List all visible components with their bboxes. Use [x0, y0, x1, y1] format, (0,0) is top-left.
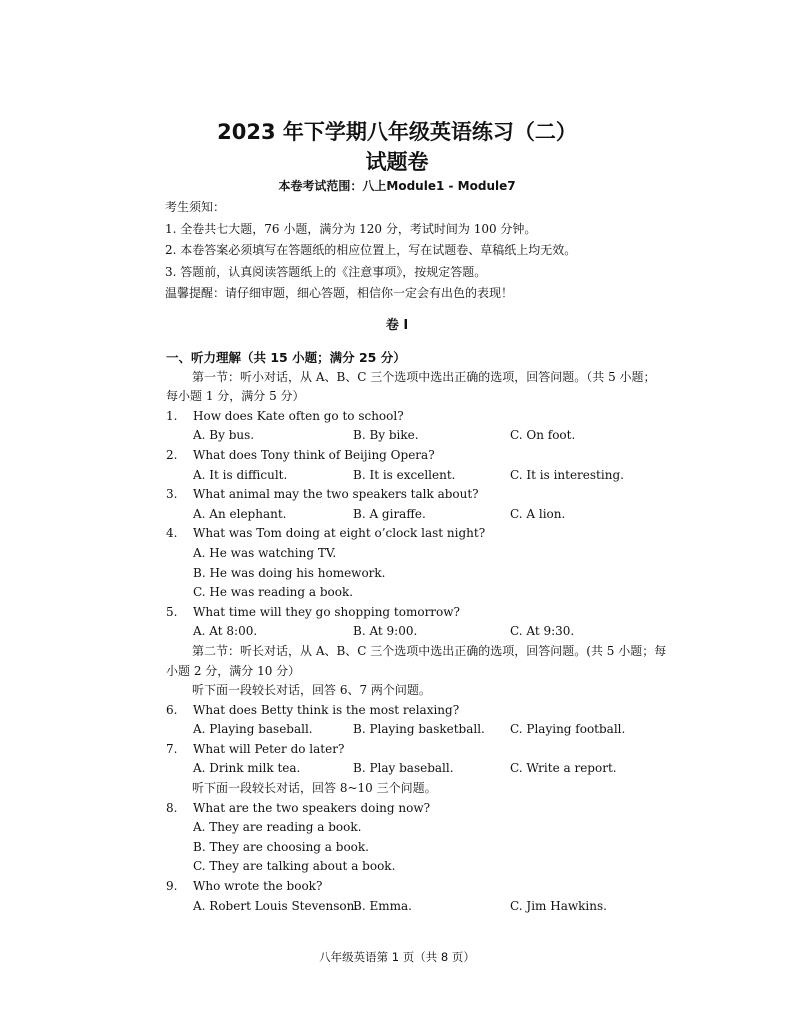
question-number: 6. [166, 702, 178, 717]
listening-section [166, 348, 706, 916]
option-a: A. He was watching TV. [193, 545, 337, 560]
option-b: B. A giraffe. [353, 506, 426, 521]
question-options [166, 759, 706, 779]
exam-title: 2023 年下学期八年级英语练习（二） [217, 120, 577, 144]
question-number: 9. [166, 879, 178, 894]
question-text: What does Betty think is the most relaxing? [193, 702, 460, 717]
dialog-instruction: 听下面一段较长对话，回答 6、7 两个问题。 [192, 683, 431, 698]
option-b: B. It is excellent. [353, 467, 456, 482]
notes-heading: 考生须知： [165, 200, 226, 214]
dialog-instruction: 听下面一段较长对话，回答 8~10 三个问题。 [192, 781, 437, 796]
option-c: C. Write a report. [510, 761, 617, 776]
option-a: A. Playing baseball. [193, 722, 313, 737]
question [166, 524, 706, 544]
part2-instruction-cont: 小题 2 分，满分 10 分） [166, 663, 301, 678]
question-number: 4. [166, 526, 178, 541]
question [166, 407, 706, 427]
option-a: A. Robert Louis Stevenson. [193, 898, 359, 913]
question [166, 740, 706, 760]
question-options [166, 622, 706, 642]
question-text: What will Peter do later? [193, 741, 345, 756]
question-options [166, 466, 706, 486]
question-number: 3. [166, 487, 178, 502]
volume-label: 卷 I [385, 318, 409, 333]
notes-item: 2. 本卷答案必须填写在答题纸的相应位置上，写在试题卷、草稿纸上均无效。 [165, 243, 577, 257]
question-options [166, 720, 706, 740]
question-options [166, 897, 706, 917]
option-a: A. At 8:00. [193, 624, 258, 639]
option-c: C. A lion. [510, 506, 566, 521]
page-footer: 八年级英语第 1 页（共 8 页） [319, 950, 475, 964]
option-c: C. Jim Hawkins. [510, 898, 607, 913]
question [166, 877, 706, 897]
candidate-notes [165, 197, 725, 305]
notes-item: 1. 全卷共七大题，76 小题，满分为 120 分，考试时间为 100 分钟。 [165, 221, 537, 236]
option-a: A. They are reading a book. [193, 820, 362, 835]
option-b: B. Play baseball. [353, 761, 454, 776]
question-text: What does Tony think of Beijing Opera? [193, 447, 435, 462]
question [166, 701, 706, 721]
question-text: Who wrote the book? [193, 879, 323, 894]
option-c: C. He was reading a book. [193, 585, 354, 600]
question [166, 446, 706, 466]
option-a: A. By bus. [193, 428, 255, 443]
option-c: C. It is interesting. [510, 467, 624, 482]
option-a: A. An elephant. [193, 506, 287, 521]
option-a: A. Drink milk tea. [193, 761, 301, 776]
exam-scope: 本卷考试范围：八上Module1 - Module7 [278, 179, 516, 193]
part1-instruction-cont: 每小题 1 分，满分 5 分） [166, 389, 305, 404]
question-text: How does Kate often go to school? [193, 408, 404, 423]
question [166, 799, 706, 819]
question-number: 7. [166, 741, 178, 756]
option-b: B. Emma. [353, 898, 412, 913]
option-c: C. They are talking about a book. [193, 859, 396, 874]
question-text: What are the two speakers doing now? [193, 800, 431, 815]
question-options [166, 426, 706, 446]
part2-instruction: 第二节：听长对话，从 A、B、C 三个选项中选出正确的选项，回答问题。(共 5 小题；每 [192, 643, 667, 658]
question-text: What time will they go shopping tomorrow? [193, 604, 460, 619]
notes-item: 3. 答题前，认真阅读答题纸上的《注意事项》，按规定答题。 [165, 264, 487, 279]
question [166, 485, 706, 505]
question-number: 1. [166, 408, 178, 423]
option-b: B. At 9:00. [353, 624, 418, 639]
option-a: A. It is difficult. [193, 467, 288, 482]
option-c: C. Playing football. [510, 722, 626, 737]
question-number: 2. [166, 447, 178, 462]
exam-subtitle: 试题卷 [365, 150, 429, 174]
question-text: What was Tom doing at eight o’clock last night? [193, 526, 486, 541]
option-b: B. They are choosing a book. [193, 839, 369, 854]
option-c: C. At 9:30. [510, 624, 575, 639]
option-b: B. Playing basketball. [353, 722, 485, 737]
option-c: C. On foot. [510, 428, 576, 443]
question-text: What animal may the two speakers talk about? [193, 487, 479, 502]
part1-instruction: 第一节：听小对话，从 A、B、C 三个选项中选出正确的选项，回答问题。（共 5 小题； [192, 369, 656, 384]
option-b: B. By bike. [353, 428, 419, 443]
notes-reminder: 温馨提醒：请仔细审题，细心答题，相信你一定会有出色的表现！ [165, 286, 514, 300]
question-number: 5. [166, 604, 178, 619]
section-heading: 一、听力理解（共 15 小题；满分 25 分） [166, 350, 406, 365]
option-b: B. He was doing his homework. [193, 565, 386, 580]
question [166, 603, 706, 623]
question-number: 8. [166, 800, 178, 815]
question-options [166, 505, 706, 525]
